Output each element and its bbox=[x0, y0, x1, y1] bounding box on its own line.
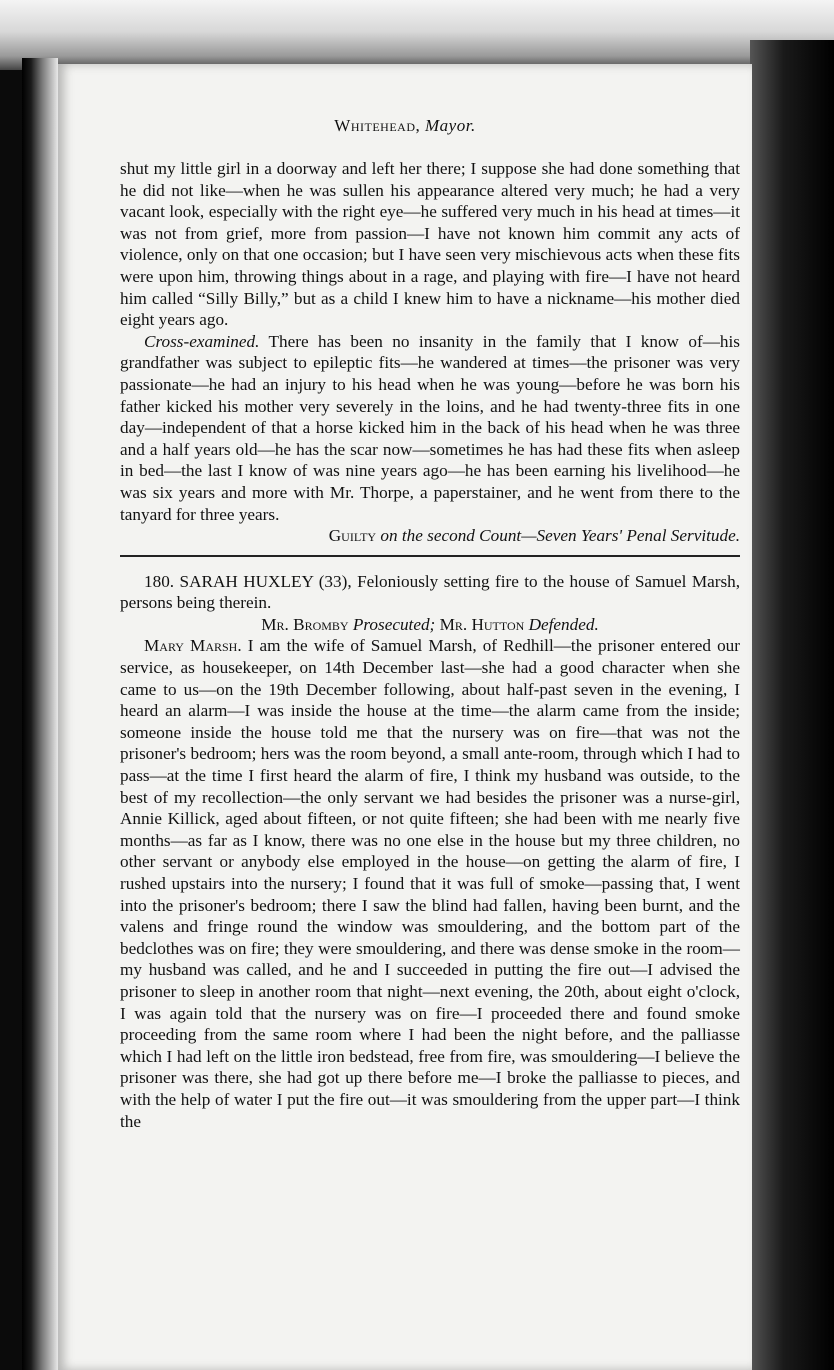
running-head-name: Whitehead, bbox=[334, 116, 421, 135]
defended-label: Defended. bbox=[528, 614, 599, 634]
page-body bbox=[120, 158, 740, 1132]
charge-text: Feloniously setting fire to the house of Samuel Marsh, persons being therein. bbox=[120, 571, 741, 613]
section-divider bbox=[120, 555, 740, 557]
continued-testimony: shut my little girl in a doorway and left her there; I suppose she had done something that he did not like—when he was sullen his appearance altered very much; he had a very vacant look, especially with the right eye—he suffered very much in his head at times—it was not from grief, more from passion—I have not known him commit any acts of violence, only on that one occasion; but I have seen very mischievous acts when these fits were upon him, throwing things about in a rage, and playing with fire—I have not heard him called “Silly Billy,” but as a child I knew him to have a nickname—his mother died eight years ago. bbox=[120, 159, 740, 330]
witness-text: I am the wife of Samuel Marsh, of Redhill—the prisoner entered our service, as housekeeper, on 14th December last—she had a good character when she came to us—on the 19th December following, about half-past seven in the evening, I heard an alarm—I was inside the house at the time—the alarm came from the inside; someone inside the house told me that the nursery was on fire—that was not the prisoner's bedroom; hers was the room beyond, a small ante-room, through which I had to pass—at the time I first heard the alarm of fire, I think my husband was outside, to the best of my recollection—the only servant we had besides the prisoner was a nurse-girl, Annie Killick, aged about fifteen, or not quite fifteen; she had been with me nearly five months—as far as I know, there was no one else in the house but my three children, no other servant or anybody else employed in the house—on getting the alarm of fire, I rushed upstairs into the nursery; I found that it was full of smoke—passing that, I went into the prisoner's bedroom; there I saw the blind had fallen, having been burnt, and the valens and fringe round the window was smouldering, and the bottom part of the bedclothes was on fire; they were smouldering, and there was dense smoke in the room—my husband was called, and he and I succeeded in putting the fire out—I advised the prisoner to sleep in another room that night—next evening, the 20th, about eight o'clock, I was again told that the nursery was on fire—I proceeded there and found smoke proceeding from the same room where I had been the night before, and the palliasse which I had left on the little iron bedstead, free from fire, was smouldering—I believe the prisoner was there, she had got up there before me—I broke the palliasse to pieces, and with the help of water I put the fire out—it was smouldering from the upper part—I think the bbox=[120, 636, 740, 1131]
prosecuted-label: Prosecuted; bbox=[352, 614, 436, 634]
cross-examination bbox=[120, 331, 740, 547]
verdict-sentence: on the second Count—Seven Years' Penal Servitude. bbox=[380, 526, 740, 546]
defendant-age: (33), bbox=[318, 571, 352, 591]
witness-testimony bbox=[120, 635, 740, 1132]
running-head bbox=[58, 116, 752, 136]
verdict-guilty: Guilty bbox=[328, 526, 377, 546]
counsel-line bbox=[120, 614, 740, 636]
case-heading bbox=[120, 571, 740, 614]
page-right-shadow bbox=[750, 40, 834, 1370]
witness-name: Mary Marsh. bbox=[144, 636, 242, 656]
book-page bbox=[58, 64, 752, 1370]
defender-name: Mr. Hutton bbox=[439, 614, 525, 634]
book-spine-edge bbox=[22, 58, 58, 1370]
cross-examination-text: There has been no insanity in the family that I know of—his grandfather was subject to epileptic fits—he wandered at times—the prisoner was very passionate—he had an injury to his head when he was young—before he was born his father kicked his mother very severely in the loins, and he had twenty-three fits in one day—independent of that a horse kicked him in the back of his head when he was three and a half years old—he has the scar now—sometimes he has had these fits when asleep in bed—the last I know of was nine years ago—he has been earning his livelihood—he was six years and more with Mr. Thorpe, a paperstainer, and he went from there to the tanyard for three years. bbox=[120, 331, 740, 524]
prosecutor-name: Mr. Bromby bbox=[261, 614, 349, 634]
cross-examined-label: Cross-examined. bbox=[144, 331, 260, 351]
case-number: 180. bbox=[144, 571, 175, 591]
running-head-title: Mayor. bbox=[425, 116, 476, 135]
defendant-name: SARAH HUXLEY bbox=[179, 571, 314, 591]
verdict bbox=[120, 525, 740, 547]
scan-top-edge bbox=[0, 0, 834, 70]
